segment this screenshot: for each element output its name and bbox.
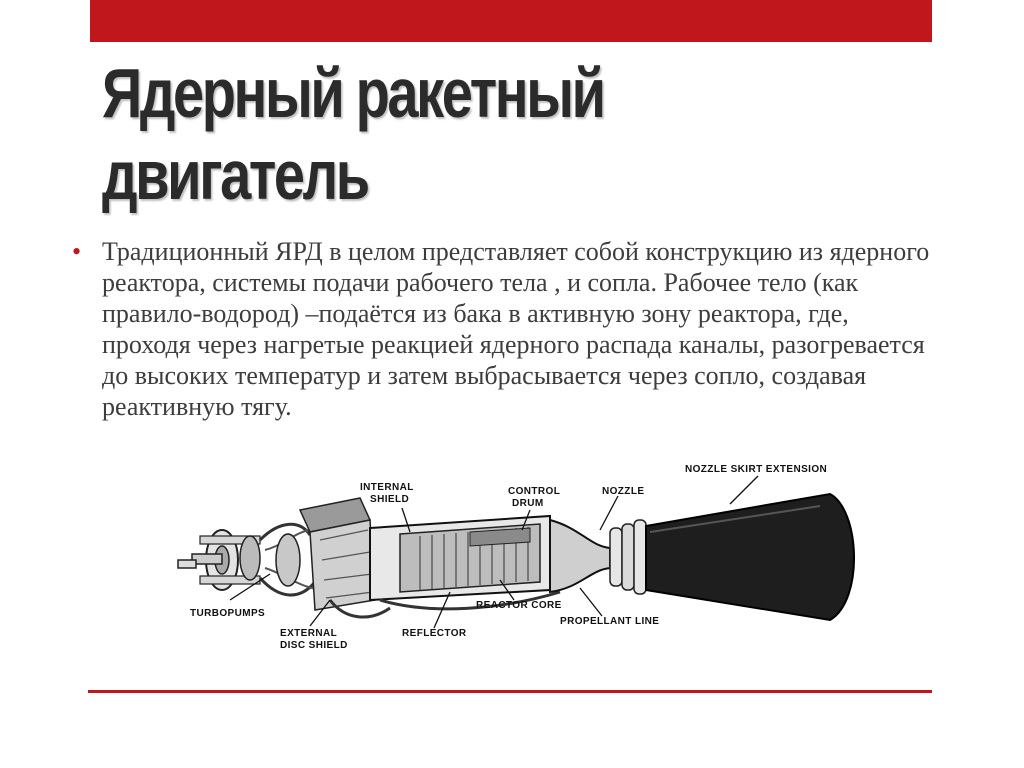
slide-title [102,52,742,216]
bullet-item [72,236,932,422]
label-propellant-line: PROPELLANT LINE [560,616,660,627]
title-line-1: Ядерный ракетный [102,54,604,132]
bullet-text: Традиционный ЯРД в целом представляет собой конструкцию из ядерного реактора, системы подачи рабочего тела , и сопла. Рабочее тело (как правило-водород) –подаётся из бака в активную зону реактора, где, проходя через нагретые реакцией ядерного распада каналы, разогревается до высоких температур и затем выбрасывается через сопло, создавая реактивную тягу. [102,237,930,421]
label-reflector: REFLECTOR [402,628,467,639]
nuclear-engine-diagram [170,450,870,662]
label-nozzle-skirt-extension: NOZZLE SKIRT EXTENSION [685,464,828,475]
label-external-disc-shield-line1: EXTERNAL [280,628,338,639]
label-control-drum-line2: DRUM [512,498,544,509]
reactor-vessel [370,516,560,609]
label-reactor-core: REACTOR CORE [476,600,562,611]
top-accent-bar [90,0,932,42]
engine-illustration [170,450,870,662]
label-nozzle: NOZZLE [602,486,645,497]
nozzle-throat [550,520,646,594]
bottom-accent-line [88,690,932,693]
bullet-marker: • [72,237,82,266]
label-turbopumps: TURBOPUMPS [190,608,266,619]
nozzle-skirt [646,494,854,620]
label-control-drum-line1: CONTROL [508,486,561,497]
label-internal-shield-line2: SHIELD [370,494,410,505]
label-internal-shield-line1: INTERNAL [360,482,414,493]
title-line-2: двигатель [102,136,368,214]
label-external-disc-shield-line2: DISC SHIELD [280,640,348,651]
